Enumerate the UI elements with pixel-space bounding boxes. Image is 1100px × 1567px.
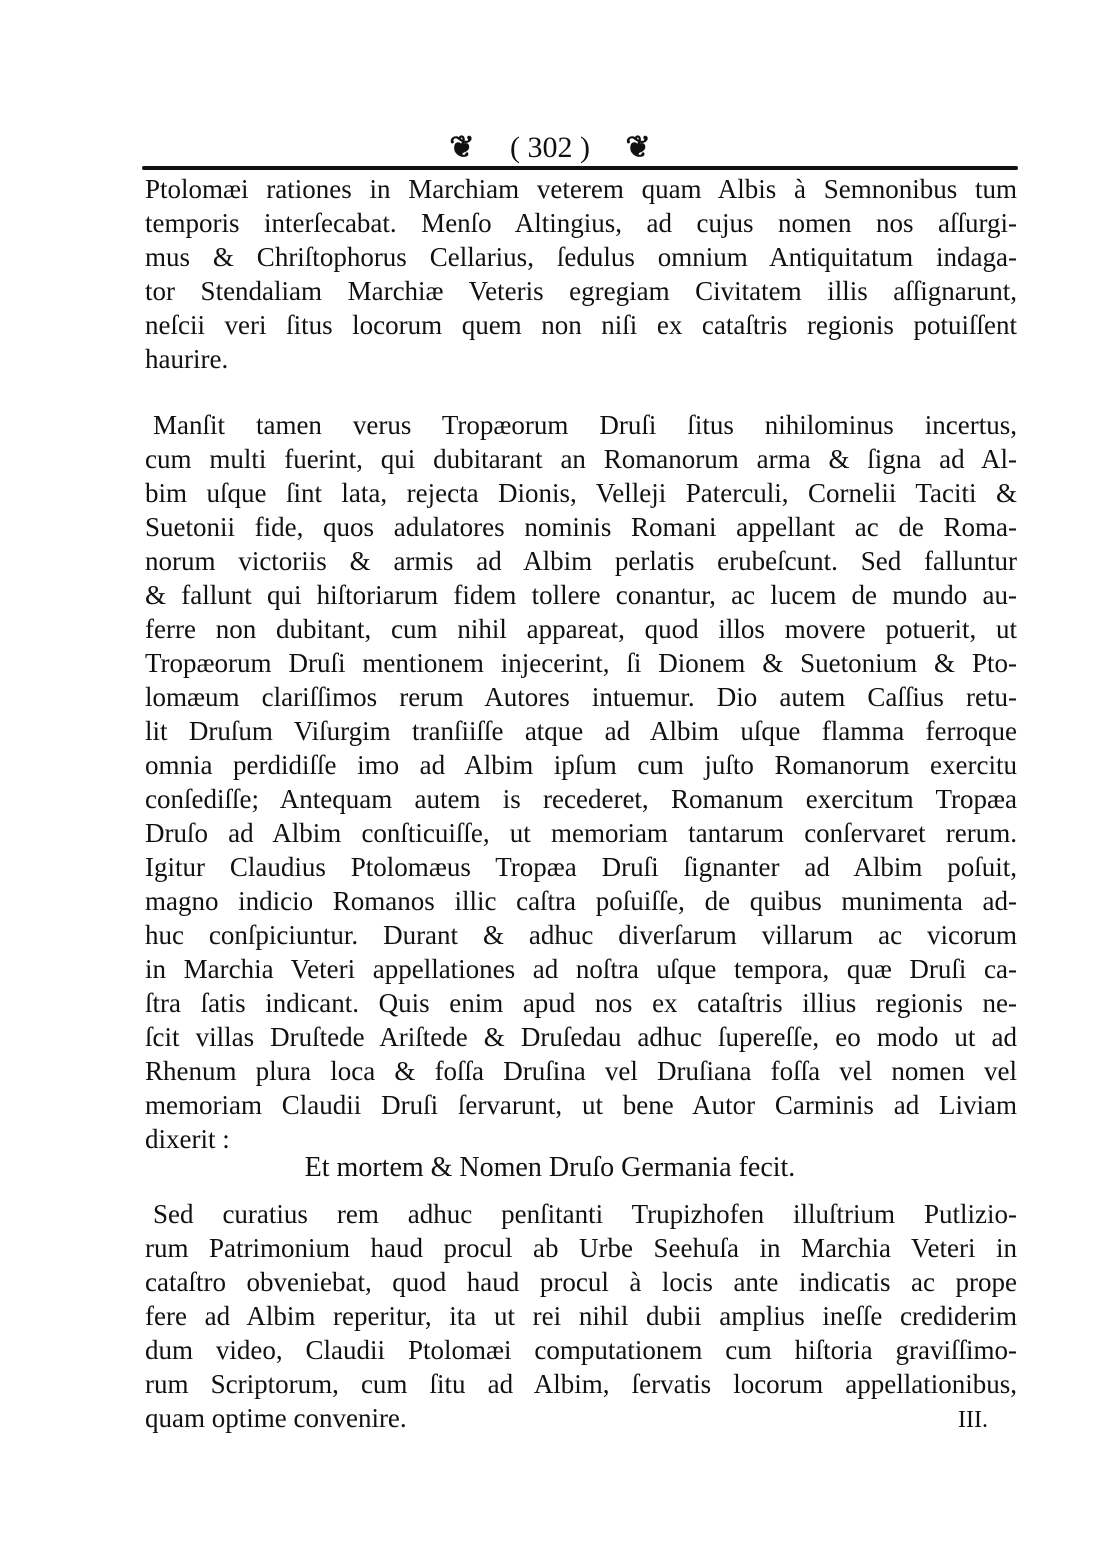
text-line: bim uſque ſint lata, rejecta Dionis, Velleji Paterculi, Cornelii Taciti & bbox=[145, 478, 1017, 508]
text-line: lit Druſum Viſurgim tranſiiſſe atque ad Albim uſque flamma ferroque bbox=[145, 716, 1017, 746]
verse-quotation: Et mortem & Nomen Druſo Germania fecit. bbox=[304, 1152, 796, 1183]
text-line: Sed curatius rem adhuc penſitanti Trupizhofen illuſtrium Putlizio- bbox=[153, 1199, 1017, 1229]
text-line: in Marchia Veteri appellationes ad noſtra uſque tempora, quæ Druſi ca- bbox=[145, 954, 1017, 984]
text-line: magno indicio Romanos illic caſtra poſuiſſe, de quibus munimenta ad- bbox=[145, 886, 1017, 916]
text-line: cataſtro obveniebat, quod haud procul à locis ante indicatis ac prope bbox=[145, 1267, 1017, 1297]
text-line: Suetonii fide, quos adulatores nominis Romani appellant ac de Roma- bbox=[145, 512, 1017, 542]
text-line: rum Patrimonium haud procul ab Urbe Seehuſa in Marchia Veteri in bbox=[145, 1233, 1017, 1263]
text-line: dum video, Claudii Ptolomæi computationem cum hiſtoria graviſſimo- bbox=[145, 1335, 1017, 1365]
paragraph-2 bbox=[145, 408, 1017, 1156]
text-line: mus & Chriſtophorus Cellarius, ſedulus omnium Antiquitatum indaga- bbox=[145, 242, 1017, 272]
text-line: Igitur Claudius Ptolomæus Tropæa Druſi ſignanter ad Albim poſuit, bbox=[145, 852, 1017, 882]
text-line: rum Scriptorum, cum ſitu ad Albim, ſervatis locorum appellationibus, bbox=[145, 1369, 1017, 1399]
text-line: norum victoriis & armis ad Albim perlatis erubeſcunt. Sed falluntur bbox=[145, 546, 1017, 576]
text-line: temporis interſecabat. Menſo Altingius, ad cujus nomen nos aſſurgi- bbox=[145, 208, 1017, 238]
fleuron-right-icon: ❦ bbox=[625, 131, 651, 164]
text-line: neſcii veri ſitus locorum quem non niſi ex cataſtris regionis potuiſſent bbox=[145, 310, 1017, 340]
paragraph-3 bbox=[145, 1197, 1017, 1435]
text-line: ferre non dubitant, cum nihil appareat, quod illos movere potuerit, ut bbox=[145, 614, 1017, 644]
text-line: ſcit villas Druſtede Ariſtede & Druſedau adhuc ſupereſſe, eo modo ut ad bbox=[145, 1022, 1017, 1052]
text-line: huc conſpiciuntur. Durant & adhuc diverſarum villarum ac vicorum bbox=[145, 920, 1017, 950]
text-line: quam optime convenire. bbox=[145, 1403, 407, 1433]
text-line: fere ad Albim reperitur, ita ut rei nihil dubii amplius ineſſe crediderim bbox=[145, 1301, 1017, 1331]
text-line: Druſo ad Albim conſticuiſſe, ut memoriam tantarum conſervaret rerum. bbox=[145, 818, 1017, 848]
text-line: dixerit : bbox=[145, 1124, 230, 1154]
fleuron-left-icon: ❦ bbox=[449, 131, 475, 164]
running-header bbox=[0, 130, 1100, 166]
text-line: Rhenum plura loca & foſſa Druſina vel Druſiana foſſa vel nomen vel bbox=[145, 1056, 1017, 1086]
text-line: conſediſſe; Antequam autem is recederet, Romanum exercitum Tropæa bbox=[145, 784, 1017, 814]
text-line: cum multi fuerint, qui dubitarant an Romanorum arma & ſigna ad Al- bbox=[145, 444, 1017, 474]
page-number: ( 302 ) bbox=[510, 131, 590, 164]
text-line: lomæum clariſſimos rerum Autores intuemur. Dio autem Caſſius retu- bbox=[145, 682, 1017, 712]
text-line: haurire. bbox=[145, 344, 229, 374]
text-line: Tropæorum Druſi mentionem injecerint, ſi Dionem & Suetonium & Pto- bbox=[145, 648, 1017, 678]
text-line: omnia perdidiſſe imo ad Albim ipſum cum juſto Romanorum exercitu bbox=[145, 750, 1017, 780]
signature-mark: III. bbox=[958, 1407, 988, 1433]
paragraph-1 bbox=[145, 172, 1017, 376]
text-line: Manſit tamen verus Tropæorum Druſi ſitus nihilominus incertus, bbox=[153, 410, 1017, 440]
text-line: tor Stendaliam Marchiæ Veteris egregiam Civitatem illis aſſignarunt, bbox=[145, 276, 1017, 306]
text-line: memoriam Claudii Druſi ſervarunt, ut bene Autor Carminis ad Liviam bbox=[145, 1090, 1017, 1120]
text-line: & fallunt qui hiſtoriarum fidem tollere conantur, ac lucem de mundo au- bbox=[145, 580, 1017, 610]
header-rule bbox=[142, 166, 1018, 170]
text-line: Ptolomæi rationes in Marchiam veterem quam Albis à Semnonibus tum bbox=[145, 174, 1017, 204]
text-line: ſtra ſatis indicant. Quis enim apud nos ex cataſtris illius regionis ne- bbox=[145, 988, 1017, 1018]
